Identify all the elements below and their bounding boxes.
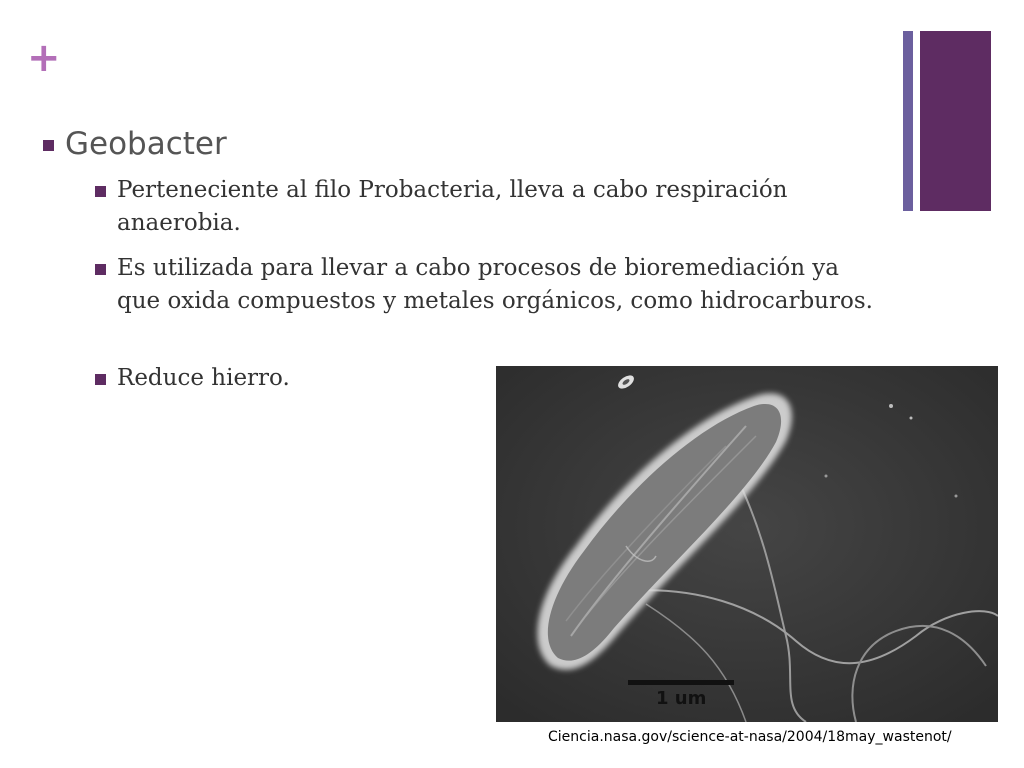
title-bullet-icon: [43, 140, 54, 151]
bacterium-micrograph: [496, 366, 998, 722]
scale-bar: [628, 680, 734, 685]
slide-title: Geobacter: [65, 126, 227, 162]
image-source-caption: Ciencia.nasa.gov/science-at-nasa/2004/18may_wastenot/: [548, 729, 952, 745]
bullet-text-1: Perteneciente al filo Probacteria, lleva a cabo respiración anaerobia.: [117, 177, 788, 236]
plus-icon: +: [27, 35, 61, 81]
bullet-icon: [95, 264, 106, 275]
bullet-icon: [95, 186, 106, 197]
bullet-text-3: Reduce hierro.: [117, 365, 290, 391]
decorative-bar-thick: [920, 31, 991, 211]
scale-label: 1 um: [656, 688, 707, 709]
bullet-text-2: Es utilizada para llevar a cabo procesos de bioremediación ya que oxida compuestos y metales orgánicos, como hidrocarburos.: [117, 255, 873, 314]
bullet-icon: [95, 374, 106, 385]
decorative-bar-thin: [903, 31, 913, 211]
